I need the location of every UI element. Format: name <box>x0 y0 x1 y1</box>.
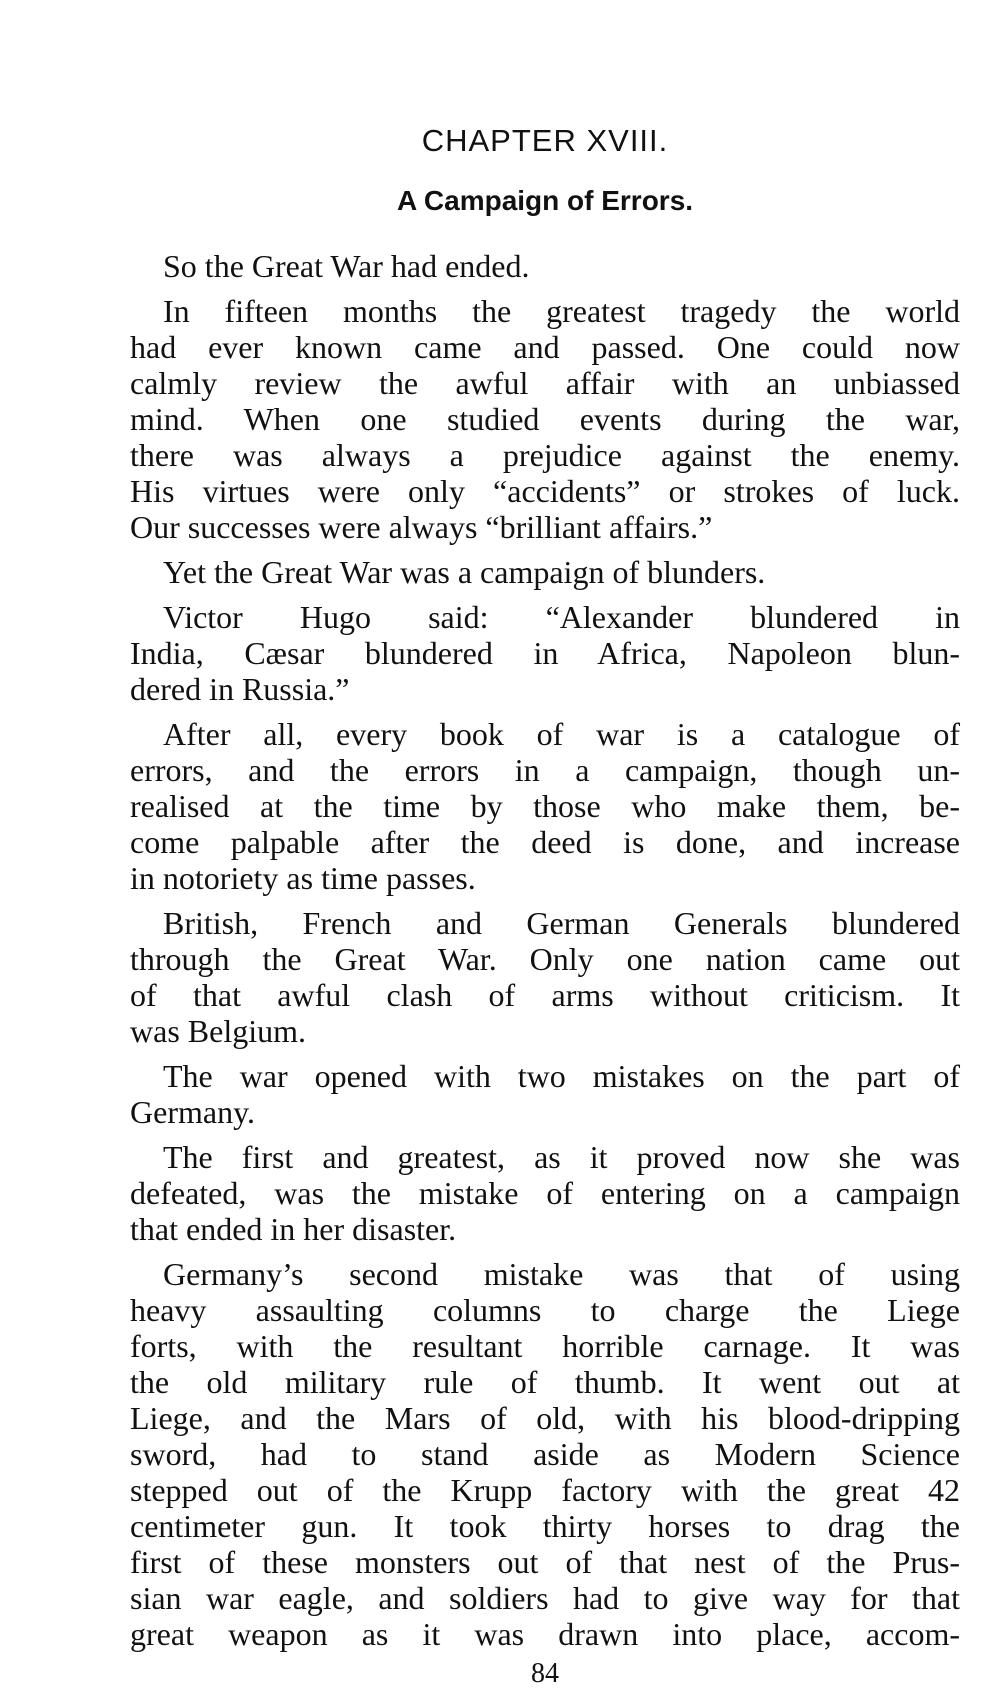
paragraph <box>130 1139 960 1247</box>
paragraph <box>130 248 960 284</box>
text-line: Germany’s second mistake was that of using <box>163 1256 960 1292</box>
text-line: sian war eagle, and soldiers had to give way for that <box>130 1580 960 1616</box>
text-line: British, French and German Generals blundered <box>163 905 960 941</box>
text-line: the old military rule of thumb. It went out at <box>130 1364 960 1400</box>
text-line: After all, every book of war is a catalogue of <box>163 716 960 752</box>
body-text <box>130 248 960 1661</box>
text-line: Liege, and the Mars of old, with his blood-dripping <box>130 1400 960 1436</box>
paragraph <box>130 554 960 590</box>
text-line: in notoriety as time passes. <box>130 860 476 896</box>
chapter-title: A Campaign of Errors. <box>396 185 694 216</box>
text-line: was Belgium. <box>130 1013 306 1049</box>
text-line: great weapon as it was drawn into place, accom- <box>130 1616 960 1652</box>
text-line: mind. When one studied events during the war, <box>130 401 960 437</box>
text-line: Germany. <box>130 1094 255 1130</box>
text-line: The war opened with two mistakes on the part of <box>163 1058 960 1094</box>
paragraph <box>130 1058 960 1130</box>
text-line: Victor Hugo said: “Alexander blundered in <box>163 599 960 635</box>
text-line: first of these monsters out of that nest of the Prus- <box>130 1544 960 1580</box>
text-line: His virtues were only “accidents” or strokes of luck. <box>130 473 960 509</box>
paragraph <box>130 1256 960 1652</box>
paragraph <box>130 293 960 545</box>
paragraph <box>130 716 960 896</box>
text-line: there was always a prejudice against the enemy. <box>130 437 960 473</box>
text-line: heavy assaulting columns to charge the Liege <box>130 1292 960 1328</box>
text-line: In fifteen months the greatest tragedy the world <box>163 293 960 329</box>
text-line: that ended in her disaster. <box>130 1211 457 1247</box>
text-line: errors, and the errors in a campaign, though un- <box>130 752 960 788</box>
text-line: forts, with the resultant horrible carnage. It was <box>130 1328 960 1364</box>
text-line: dered in Russia.” <box>130 671 350 707</box>
text-line: sword, had to stand aside as Modern Science <box>130 1436 960 1472</box>
text-line: calmly review the awful affair with an unbiassed <box>130 365 960 401</box>
text-line: of that awful clash of arms without criticism. It <box>130 977 960 1013</box>
text-line: through the Great War. Only one nation came out <box>130 941 960 977</box>
text-line: Yet the Great War was a campaign of blunders. <box>163 554 766 590</box>
text-line: So the Great War had ended. <box>163 248 530 284</box>
text-line: come palpable after the deed is done, and increase <box>130 824 960 860</box>
text-line: The first and greatest, as it proved now she was <box>163 1139 960 1175</box>
text-line: stepped out of the Krupp factory with the great 42 <box>130 1472 960 1508</box>
paragraph <box>130 905 960 1049</box>
text-line: realised at the time by those who make them, be- <box>130 788 960 824</box>
text-line: Our successes were always “brilliant affairs.” <box>130 509 713 545</box>
chapter-heading: CHAPTER XVIII. <box>421 123 669 158</box>
paragraph <box>130 599 960 707</box>
text-line: had ever known came and passed. One could now <box>130 329 960 365</box>
text-line: centimeter gun. It took thirty horses to drag the <box>130 1508 960 1544</box>
text-line: India, Cæsar blundered in Africa, Napoleon blun- <box>130 635 960 671</box>
text-line: defeated, was the mistake of entering on a campaign <box>130 1175 960 1211</box>
page-number: 84 <box>531 1658 559 1689</box>
